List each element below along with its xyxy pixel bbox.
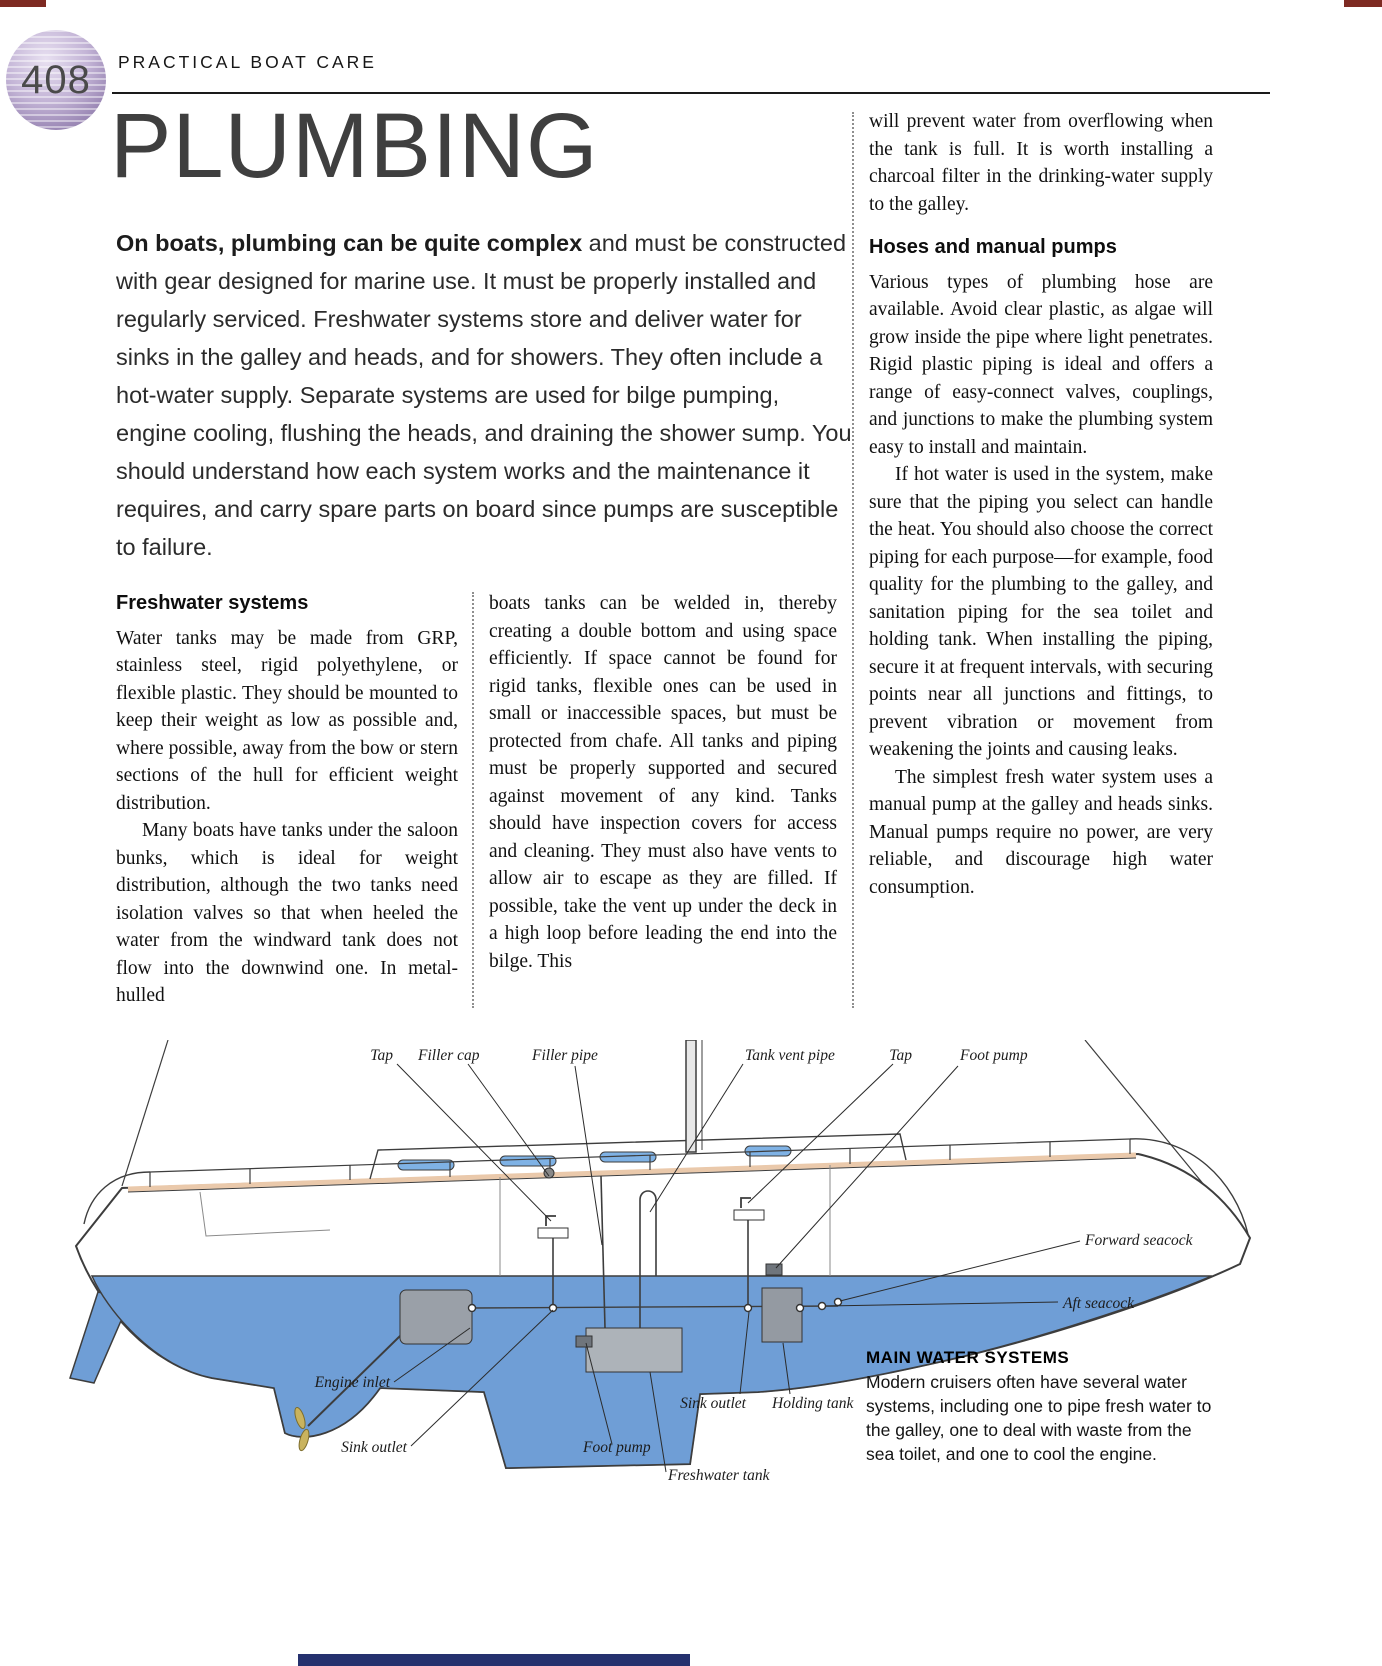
page-title: PLUMBING	[110, 95, 599, 197]
column-left	[116, 590, 458, 1010]
heads-sink	[734, 1210, 764, 1220]
label-aft-seacock: Aft seacock	[1063, 1295, 1135, 1312]
label-tap-galley: Tap	[370, 1047, 393, 1064]
deck-filler-cap-shape	[544, 1168, 554, 1178]
heading-hoses-manual-pumps: Hoses and manual pumps	[869, 236, 1117, 258]
label-freshwater-tank: Freshwater tank	[668, 1467, 770, 1484]
body-paragraph: Many boats have tanks under the saloon bunks, which is ideal for weight distribution, although the two tanks need isolation valves so that when heeled the water from the windward tank does not flow into the downwind one. In metal-hulled	[116, 820, 458, 1006]
label-holding-tank: Holding tank	[772, 1395, 854, 1412]
book-edge-mark-top-right	[1344, 0, 1382, 7]
label-forward-seacock: Forward seacock	[1085, 1232, 1193, 1249]
body-paragraph: boats tanks can be welded in, thereby creating a double bottom and using space efficiently. If space cannot be found for rigid tanks, flexible ones can be used in small or inaccessible spaces, but must be protected from chafe. All tanks and piping must be properly supported and secured against movement of any kind. Tanks should have inspection covers for access and cleaning. They must also have vents to allow air to escape as they are filled. If possible, take the vent up under the deck in a high loop before leading the end into the bilge. This	[489, 593, 837, 972]
page-number-ball	[6, 30, 106, 130]
book-edge-mark-bottom	[298, 1654, 690, 1666]
book-edge-mark-top-left	[0, 0, 46, 7]
body-paragraph: The simplest fresh water system uses a manual pump at the galley and heads sinks. Manual pumps require no power, are very reliable, and discourage high water consumption.	[869, 766, 1213, 898]
holding-tank-shape	[762, 1288, 802, 1342]
caption-heading: MAIN WATER SYSTEMS	[866, 1348, 1070, 1367]
galley-foot-pump-shape	[576, 1336, 592, 1347]
heading-freshwater-systems: Freshwater systems	[116, 592, 309, 614]
caption-text: Modern cruisers often have several water systems, including one to pipe fresh water to the galley, one to deal with waste from the sea toilet, and one to cool the engine.	[866, 1372, 1212, 1464]
header-rule	[112, 92, 1270, 94]
engine-block	[400, 1290, 472, 1344]
column-divider	[472, 592, 474, 1008]
heads-foot-pump-shape	[766, 1264, 782, 1275]
column-right	[869, 108, 1213, 901]
mast	[686, 1040, 696, 1152]
intro-lead-bold: On boats, plumbing can be quite complex	[116, 230, 583, 256]
label-foot-pump-heads: Foot pump	[960, 1047, 1028, 1064]
label-sink-outlet-heads: Sink outlet	[680, 1395, 746, 1412]
intro-paragraph	[116, 224, 856, 566]
label-engine-inlet: Engine inlet	[314, 1374, 390, 1391]
backstay-line	[122, 1040, 168, 1186]
label-tap-heads: Tap	[889, 1047, 912, 1064]
label-filler-pipe: Filler pipe	[532, 1047, 598, 1064]
column-divider	[852, 112, 854, 1008]
body-paragraph-continued: will prevent water from overflowing when the tank is full. It is worth installing a charcoal filter in the drinking-water supply to the galley.	[869, 111, 1213, 215]
portlight	[500, 1156, 556, 1166]
diagram-caption	[866, 1346, 1220, 1466]
label-tank-vent-pipe: Tank vent pipe	[745, 1047, 835, 1064]
section-kicker: PRACTICAL BOAT CARE	[118, 52, 377, 72]
freshwater-tank-shape	[586, 1328, 682, 1372]
label-filler-cap: Filler cap	[418, 1047, 480, 1064]
page-number: 408	[21, 57, 91, 102]
galley-sink	[538, 1228, 568, 1238]
body-paragraph: If hot water is used in the system, make sure that the piping you select can handle the heat. You should also choose the correct piping for each purpose—for example, food quality for the plumbing to the galley, and sanitation piping for the sea toilet and holding tank. When installing the piping, secure it at frequent intervals, with securing points near all junctions and fittings, to prevent vibration or movement from weakening the joints and causing leaks.	[869, 464, 1213, 760]
column-middle	[489, 590, 837, 975]
label-foot-pump-galley: Foot pump	[583, 1439, 651, 1456]
intro-lead-rest: and must be constructed with gear designed for marine use. It must be properly installed and regularly serviced. Freshwater systems store and deliver water for sinks in the galley and heads, and for showers. They often include a hot-water supply. Separate systems are used for bilge pumping, engine cooling, flushing the heads, and draining the shower sump. You should understand how each system works and the maintenance it requires, and carry spare parts on board since pumps are susceptible to failure.	[116, 230, 852, 560]
body-paragraph: Water tanks may be made from GRP, stainless steel, rigid polyethylene, or flexible plastic. They should be mounted to keep their weight as low as possible and, where possible, away from the bow or stern sections of the hull for efficient weight distribution.	[116, 627, 458, 814]
body-paragraph: Various types of plumbing hose are available. Avoid clear plastic, as algae will grow inside the pipe where light penetrates. Rigid plastic piping is ideal and offers a range of easy-connect valves, couplings, and junctions to make the plumbing system easy to install and maintain.	[869, 271, 1213, 458]
label-sink-outlet-galley: Sink outlet	[341, 1439, 407, 1456]
